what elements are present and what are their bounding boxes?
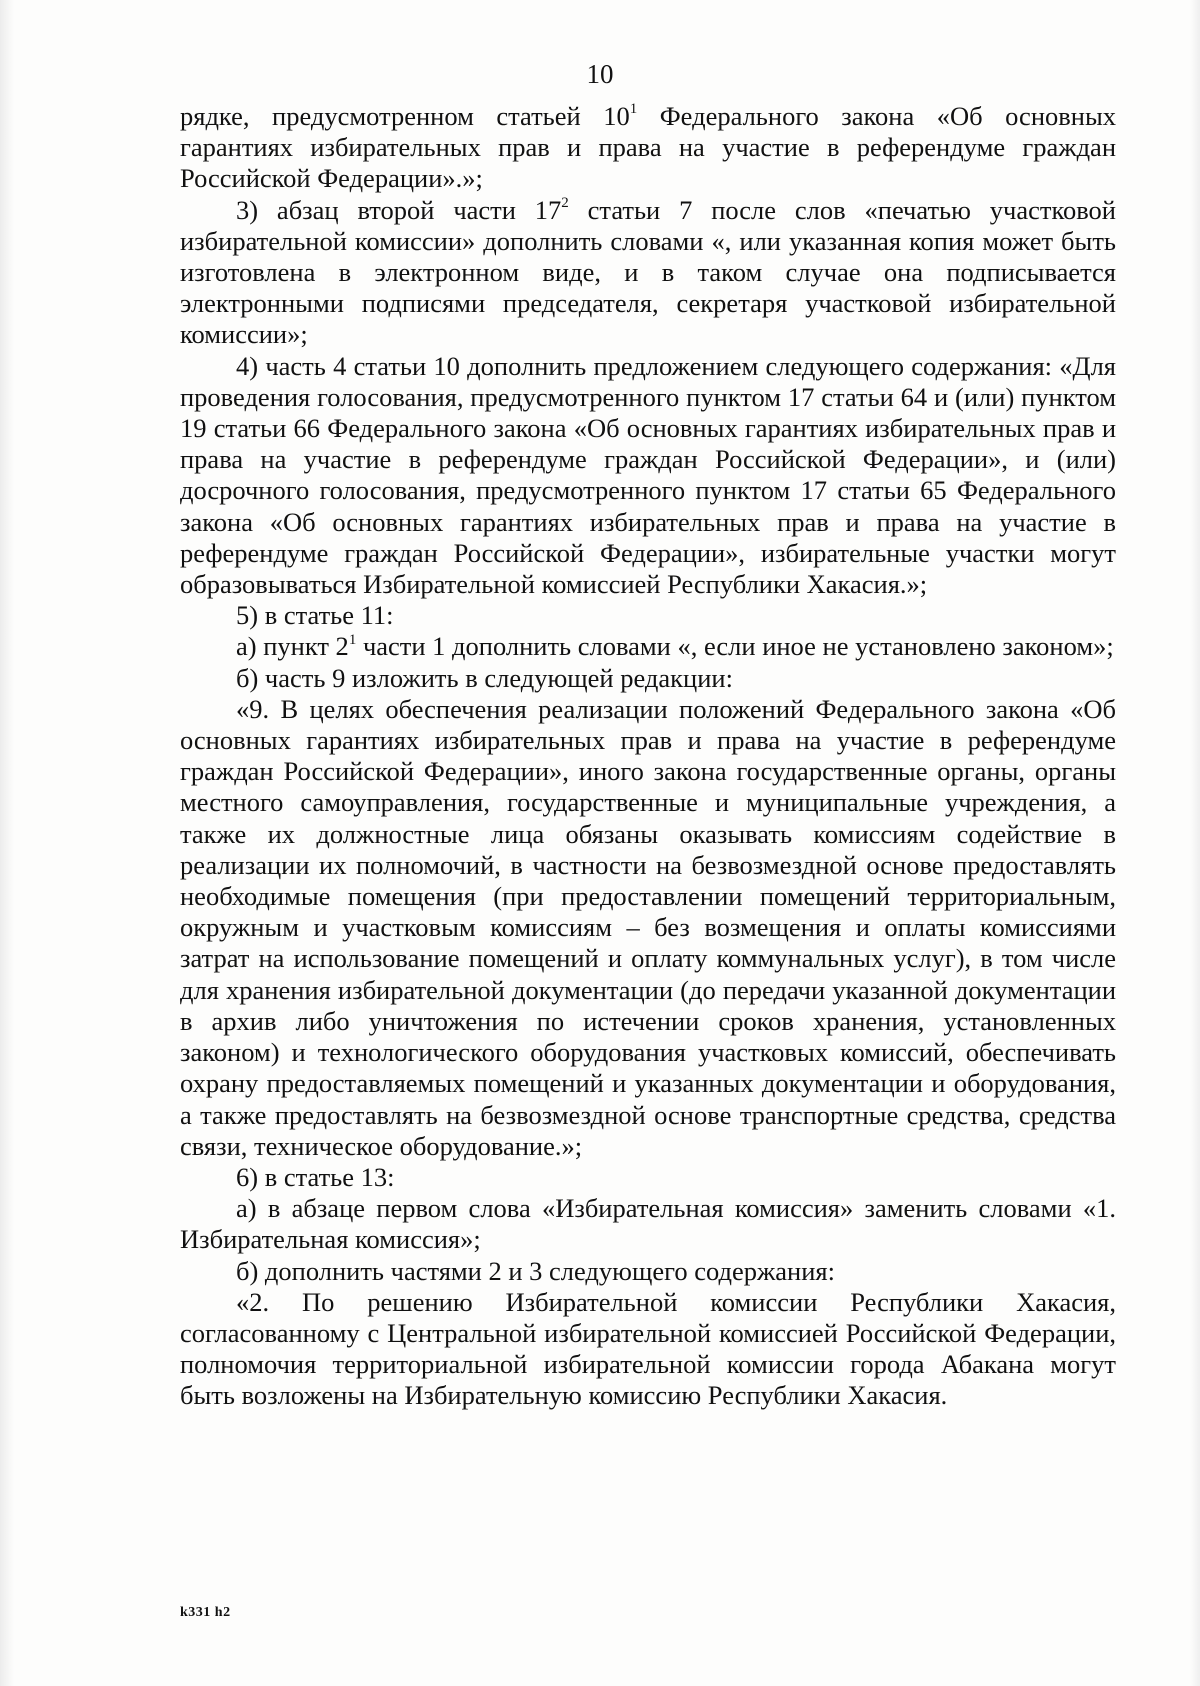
- superscript: 1: [348, 631, 357, 648]
- paragraph-item-3: [180, 195, 1116, 351]
- paragraph-item-5: [180, 600, 1116, 631]
- paragraph-text: «2. По решению Избирательной комиссии Республики Хакасия, согласованному с Центральной избирательной комиссией Российской Федерации, полномочия территориальной избирательной комиссии города Абакана могут быть возложены на Избирательную комиссию Республики Хакасия.: [180, 1286, 1116, 1411]
- paragraph-text: а) в абзаце первом слова «Избирательная комиссия» заменить словами «1. Избирательная комиссия»;: [180, 1193, 1116, 1255]
- paragraph-text: части 1 дополнить словами «, если иное не установлено законом»;: [356, 631, 1114, 662]
- paragraph-text: 4) часть 4 статьи 10 дополнить предложением следующего содержания: «Для проведения голосования, предусмотренного пунктом 17 статьи 64 и (или) пунктом 19 статьи 66 Федерального закона «Об основных гарантиях избирательных прав и права на участие в референдуме граждан Российской Федерации», и (или) досрочного голосования, предусмотренного пунктом 17 статьи 65 Федерального закона «Об основных гарантиях избирательных прав и права на участие в референдуме граждан Российской Федерации», избирательные участки могут образовываться Избирательной комиссией Республики Хакасия.»;: [180, 350, 1116, 600]
- paragraph-text: б) часть 9 изложить в следующей редакции:: [236, 662, 733, 693]
- paragraph-text: Федерального закона «Об основных гарантиях избирательных прав и права на участие в референдуме граждан Российской Федерации».»;: [180, 101, 1117, 194]
- paragraph-text: статьи 7 после слов «печатью участковой избирательной комиссии» дополнить словами «, или указанная копия может быть изготовлена в электронном виде, и в таком случае она подписывается электронными подписями председателя, секретаря участковой избирательной комиссии»;: [180, 194, 1116, 350]
- paragraph-text: а) пункт 2: [236, 631, 349, 662]
- footer-document-code: k331 h2: [180, 1605, 231, 1620]
- superscript: 1: [629, 101, 638, 118]
- superscript: 2: [561, 194, 569, 211]
- paragraph-item-6b: [180, 1256, 1116, 1287]
- paragraph-text: 5) в статье 11:: [236, 600, 394, 631]
- scan-edge-left: [0, 0, 14, 1686]
- paragraph-item-4: [180, 351, 1116, 601]
- paragraph-item-6: [180, 1162, 1116, 1193]
- paragraph-text: «9. В целях обеспечения реализации положений Федерального закона «Об основных гарантиях избирательных прав и права на участие в референдуме граждан Российской Федерации», иного закона государственные органы, органы местного самоуправления, государственные и муниципальные учреждения, а также их должностные лица обязаны оказывать комиссиям содействие в реализации их полномочий, в частности на безвозмездной основе предоставлять необходимые помещения (при предоставлении помещений территориальным, окружным и участковым комиссиям – без возмещения и оплаты комиссиями затрат на использование помещений и оплату коммунальных услуг), в том числе для хранения избирательной документации (до передачи указанной документации в архив либо уничтожения по истечении сроков хранения, установленных законом) и технологического оборудования участковых комиссий, обеспечивать охрану предоставляемых помещений и указанных документации и оборудования, а также предоставлять на безвозмездной основе транспортные средства, средства связи, техническое оборудование.»;: [180, 693, 1116, 1161]
- paragraph-text: рядке, предусмотренном статьей 10: [180, 101, 630, 131]
- paragraph-item-5b: [180, 663, 1116, 694]
- paragraph-text: б) дополнить частями 2 и 3 следующего содержания:: [236, 1255, 835, 1286]
- paragraph-text: 6) в статье 13:: [236, 1161, 395, 1192]
- page-number: 10: [586, 59, 614, 89]
- scan-edge-right: [1190, 0, 1200, 1686]
- paragraph-article-9-text: [180, 694, 1116, 1162]
- paragraph-part-2-text: [180, 1287, 1116, 1412]
- document-body: [180, 101, 1116, 1412]
- paragraph-continuation: [180, 101, 1116, 195]
- paragraph-text: 3) абзац второй части 17: [236, 194, 562, 225]
- paragraph-item-5a: [180, 631, 1116, 662]
- paragraph-item-6a: [180, 1193, 1116, 1255]
